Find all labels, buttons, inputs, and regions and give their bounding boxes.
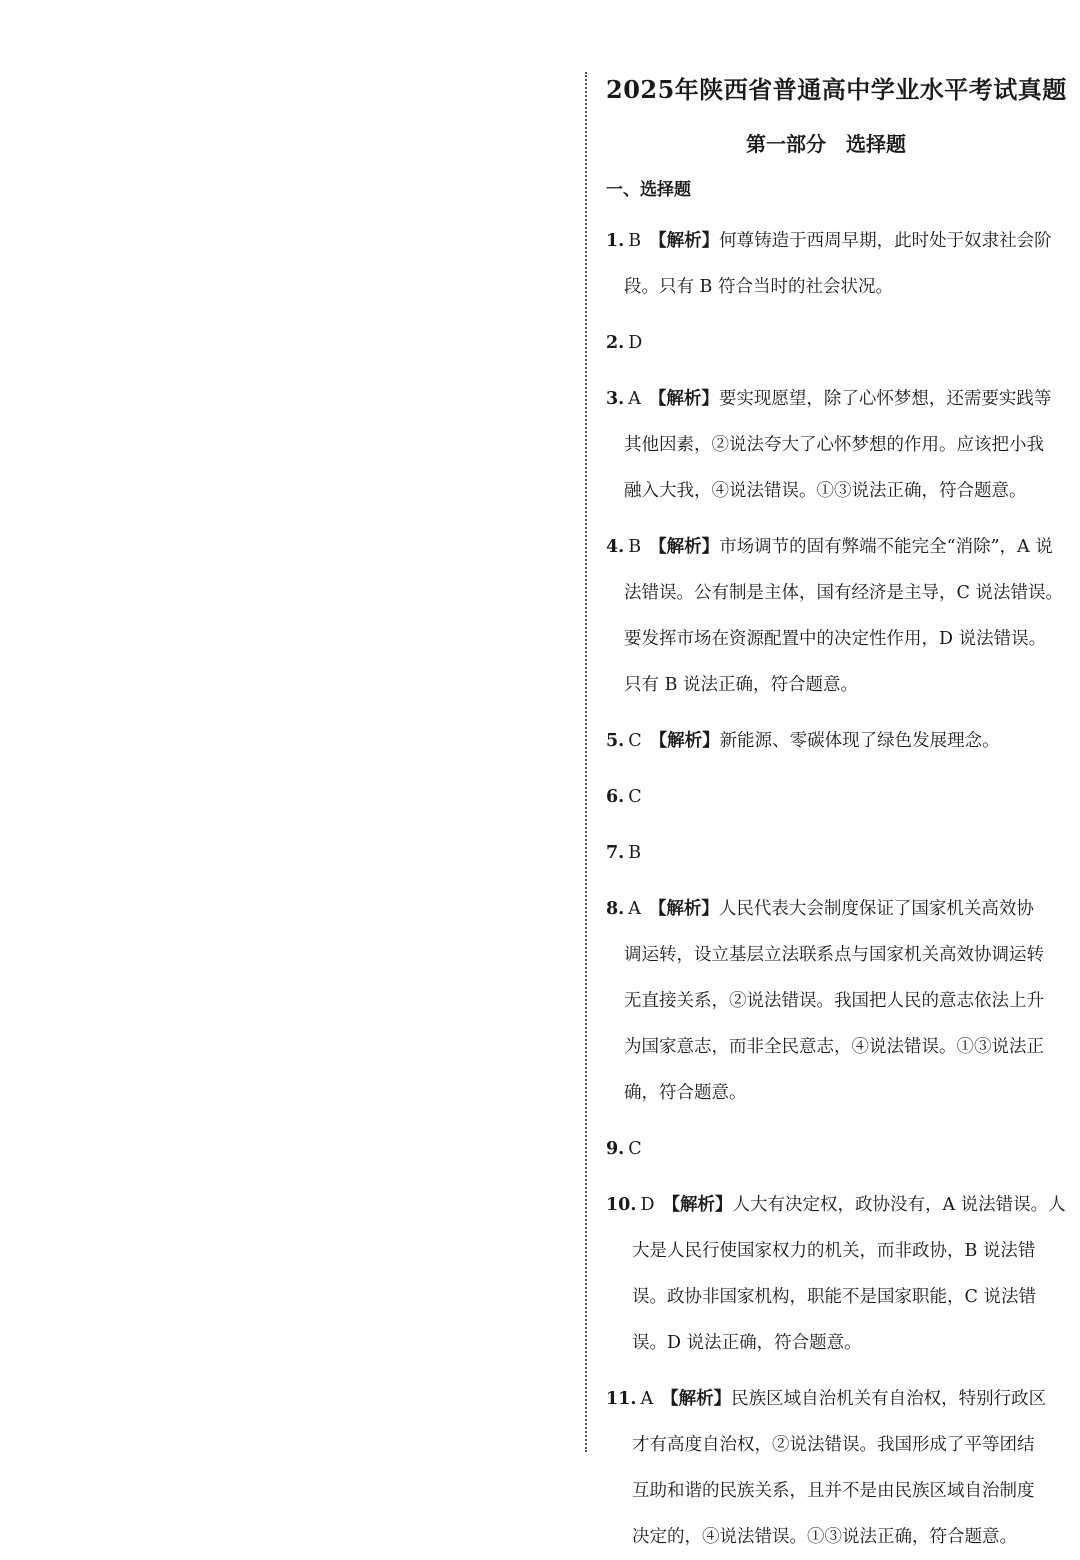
answer-item bbox=[606, 774, 1046, 820]
answer-letter: D bbox=[640, 1195, 655, 1215]
analysis-text: 新能源、零碳体现了绿色发展理念。 bbox=[719, 731, 1000, 751]
answer-letter: A bbox=[628, 389, 641, 409]
question-number: 4. bbox=[606, 537, 625, 557]
answer-item bbox=[606, 886, 1046, 1116]
question-number: 1. bbox=[606, 231, 625, 251]
answer-item bbox=[606, 218, 1052, 310]
answer-item-first-line bbox=[606, 830, 1046, 876]
answer-item-first-line bbox=[606, 1182, 1066, 1228]
question-number: 11. bbox=[606, 1389, 637, 1409]
answer-item bbox=[606, 830, 1046, 876]
answer-item-first-line bbox=[606, 718, 1046, 764]
analysis-text-line: 大是人民行使国家权力的机关，而非政协，B 说法错 bbox=[632, 1241, 1036, 1261]
answer-item-first-line bbox=[606, 218, 1052, 264]
analysis-text-line: 调运转，设立基层立法联系点与国家机关高效协调运转 bbox=[624, 945, 1044, 965]
analysis-tag: 【解析】 bbox=[661, 1389, 732, 1409]
analysis-text-line: 无直接关系，②说法错误。我国把人民的意志依法上升 bbox=[624, 991, 1044, 1011]
answer-letter: C bbox=[628, 787, 642, 807]
analysis-text: 何尊铸造于西周早期，此时处于奴隶社会阶 bbox=[719, 231, 1052, 251]
question-number: 8. bbox=[606, 899, 625, 919]
answer-item bbox=[606, 1182, 1066, 1366]
answer-item bbox=[606, 718, 1046, 764]
answer-item-first-line bbox=[606, 1126, 1046, 1172]
answer-item-first-line bbox=[606, 376, 1052, 422]
answer-item-first-line bbox=[606, 320, 1046, 366]
answer-letter: C bbox=[628, 731, 642, 751]
analysis-text-line: 为国家意志，而非全民意志，④说法错误。①③说法正 bbox=[624, 1037, 1044, 1057]
document-title: 2025年陕西省普通高中学业水平考试真题 bbox=[606, 75, 1067, 104]
analysis-text-line: 误。政协非国家机构，职能不是国家职能，C 说法错 bbox=[632, 1287, 1036, 1307]
answer-letter: B bbox=[628, 537, 642, 557]
question-number: 9. bbox=[606, 1139, 625, 1159]
analysis-tag: 【解析】 bbox=[649, 231, 720, 251]
analysis-text-line: 段。只有 B 符合当时的社会状况。 bbox=[624, 277, 893, 297]
answer-letter: D bbox=[628, 333, 643, 353]
analysis-text: 要实现愿望，除了心怀梦想，还需要实践等 bbox=[718, 389, 1052, 409]
analysis-text-line: 确，符合题意。 bbox=[624, 1083, 747, 1103]
answer-item bbox=[606, 524, 1063, 708]
answer-list bbox=[606, 218, 1066, 1560]
question-number: 10. bbox=[606, 1195, 637, 1215]
answer-column bbox=[606, 68, 1067, 1560]
answer-item-first-line bbox=[606, 524, 1053, 570]
answer-letter: A bbox=[628, 899, 641, 919]
analysis-text: 人民代表大会制度保证了国家机关高效协 bbox=[718, 899, 1034, 919]
answer-item-first-line bbox=[606, 1376, 1046, 1422]
answer-item bbox=[606, 320, 1046, 366]
question-number: 2. bbox=[606, 333, 625, 353]
analysis-text-line: 才有高度自治权，②说法错误。我国形成了平等团结 bbox=[632, 1435, 1035, 1455]
answer-item-first-line bbox=[606, 886, 1046, 932]
analysis-text: 民族区域自治机关有自治权，特别行政区 bbox=[731, 1389, 1047, 1409]
question-number: 6. bbox=[606, 787, 625, 807]
analysis-text-line: 误。D 说法正确，符合题意。 bbox=[632, 1333, 862, 1353]
answer-letter: B bbox=[628, 843, 642, 863]
answer-item bbox=[606, 1126, 1046, 1172]
question-number: 7. bbox=[606, 843, 625, 863]
analysis-text-line: 互助和谐的民族关系，且并不是由民族区域自治制度 bbox=[632, 1481, 1035, 1501]
part-title: 第一部分 选择题 bbox=[746, 132, 906, 156]
question-number: 5. bbox=[606, 731, 625, 751]
dotted-column-divider bbox=[585, 72, 587, 1452]
analysis-text: 人大有决定权，政协没有，A 说法错误。人 bbox=[732, 1195, 1066, 1215]
answer-letter: A bbox=[640, 1389, 654, 1409]
answer-item-first-line bbox=[606, 774, 1046, 820]
analysis-text-line: 融入大我，④说法错误。①③说法正确，符合题意。 bbox=[624, 481, 1027, 501]
analysis-tag: 【解析】 bbox=[648, 899, 719, 919]
analysis-text-line: 决定的，④说法错误。①③说法正确，符合题意。 bbox=[632, 1527, 1017, 1547]
answer-letter: B bbox=[628, 231, 642, 251]
answer-item bbox=[606, 376, 1052, 514]
question-number: 3. bbox=[606, 389, 625, 409]
analysis-text-line: 只有 B 说法正确，符合题意。 bbox=[624, 675, 858, 695]
analysis-text: 市场调节的固有弊端不能完全“消除”，A 说 bbox=[719, 537, 1053, 557]
analysis-tag: 【解析】 bbox=[649, 731, 720, 751]
analysis-text-line: 法错误。公有制是主体，国有经济是主导，C 说法错误。 bbox=[624, 583, 1063, 603]
analysis-tag: 【解析】 bbox=[648, 389, 719, 409]
answer-letter: C bbox=[628, 1139, 642, 1159]
analysis-tag: 【解析】 bbox=[649, 537, 720, 557]
analysis-tag: 【解析】 bbox=[662, 1195, 733, 1215]
analysis-text-line: 其他因素，②说法夸大了心怀梦想的作用。应该把小我 bbox=[624, 435, 1044, 455]
answer-item bbox=[606, 1376, 1046, 1560]
section-title: 一、选择题 bbox=[606, 180, 691, 200]
analysis-text-line: 要发挥市场在资源配置中的决定性作用，D 说法错误。 bbox=[624, 629, 1047, 649]
